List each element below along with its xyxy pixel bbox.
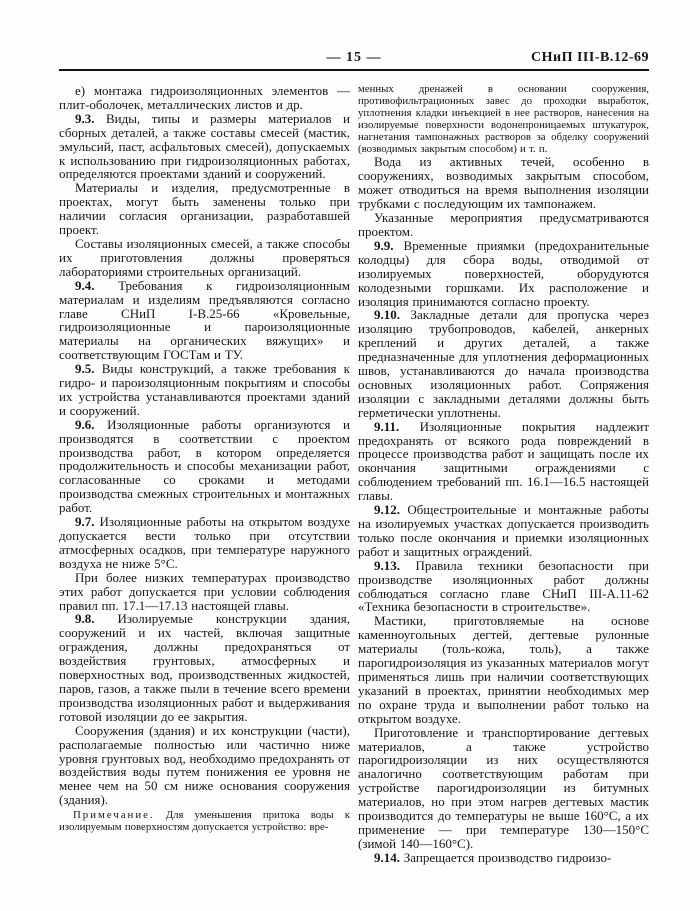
paragraph	[59, 515, 350, 571]
section-number: 9.6.	[75, 416, 95, 432]
paragraph-text: Закладные детали для пропуска через изоляцию трубопроводов, кабелей, анкерных креплений и других деталей, а также предназначенные для уплотнения деформационных швов, устанавливаются до начала производства основных изоляционных работ. Сопряжения изоляции с закладными деталями должны быть герметически уплотнены.	[358, 307, 649, 420]
paragraph	[358, 420, 649, 503]
paragraph-text: Изоляционные работы на открытом воздухе допускается вести только при отсутствии атмосферных осадков, при температуре наружного воздуха не ниже 5°С.	[59, 514, 350, 571]
section-number: 9.4.	[75, 277, 95, 293]
section-number: 9.3.	[75, 110, 95, 126]
left-column	[59, 84, 350, 881]
paragraph	[59, 571, 350, 613]
section-number: 9.5.	[75, 361, 95, 377]
paragraph-text: Виды, типы и размеры материалов и сборных деталей, а также составы смесей (мастик, эмульсий, паст, асфальтовых смесей), допускаемых к использованию при гидроизоляционных работах, определяются проектами зданий и сооружений.	[59, 110, 350, 182]
paragraph-text: Требования к гидроизоляционным материалам и изделиям предъявляются согласно главе СНиП I-В.25-66 «Кровельные, гидроизоляционные и пароизоляционные материалы на органических вяжущих» и соответствующим ГОСТам и ТУ.	[59, 277, 351, 363]
paragraph	[358, 84, 649, 155]
section-number: 9.12.	[374, 502, 400, 518]
paragraph	[358, 559, 649, 615]
paragraph-text: Виды конструкций, а также требования к гидро- и пароизоляционным покрытиям и способы их устройства устанавливаются проектами зданий и сооружений.	[59, 361, 350, 418]
paragraph	[59, 181, 350, 237]
section-number: 9.11.	[374, 418, 400, 434]
paragraph	[59, 279, 350, 362]
paragraph	[358, 308, 649, 419]
page-number: — 15 —	[326, 50, 382, 65]
section-number: 9.9.	[374, 237, 394, 253]
paragraph-text: менных дренажей в основании сооружения, противофильтрационных завес до проходки выработок, уплотнения кладки инъекцией в нее растворов, нанесения на изолируемые поверхности водонепроницаемых штукатурок, нагнетания тампонажных растворов за обделку сооружений (возводимых закрытым способом) и т. п.	[358, 83, 649, 155]
paragraph-text: При более низких температурах производство этих работ допускается при условии соблюдения правил пп. 17.1—17.13 настоящей главы.	[59, 569, 350, 613]
section-number: 9.8.	[75, 611, 95, 627]
doc-code: СНиП III-В.12-69	[531, 50, 649, 65]
paragraph-text: Изолируемые конструкции здания, сооружений и их частей, включая защитные ограждения, должны предохраняться от воздействия грунтовых, атмосферных и поверхностных вод, производственных жидкостей, паров, газов, а также пыли в течение всего времени производства изоляционных работ и выдерживания готовой изоляции до ее закрытия.	[59, 611, 350, 724]
paragraph-text: Запрещается производство гидроизо-	[403, 849, 612, 865]
paragraph	[358, 239, 649, 309]
page-header	[59, 50, 649, 68]
paragraph-text: Указанные мероприятия предусматриваются проектом.	[358, 210, 649, 239]
paragraph-text: Вода из активных течей, особенно в сооружениях, возводимых закрытым способом, может отводиться на время выполнения изоляции трубками с последующим их тампонажем.	[358, 154, 649, 212]
paragraph-text: Общестроительные и монтажные работы на изолируемых участках допускается производить только после окончания и приемки изоляционных работ и защитных ограждений.	[358, 502, 649, 559]
paragraph	[59, 612, 350, 723]
paragraph-text: Правила техники безопасности при производстве изоляционных работ должны соблюдаться согласно главе СНиП III-А.11-62 «Техника безопасности в строительстве».	[358, 557, 649, 615]
section-number: 9.14.	[374, 849, 400, 865]
paragraph	[59, 84, 350, 112]
paragraph	[358, 614, 649, 725]
paragraph	[358, 851, 649, 865]
paragraph-text: Материалы и изделия, предусмотренные в проектах, могут быть заменены только при наличии согласия организации, разработавшей проект.	[59, 180, 350, 238]
section-number: 9.10.	[374, 307, 400, 323]
text-columns	[59, 84, 649, 881]
paragraph-text: Изоляционные покрытия надлежит предохранять от всякого рода повреждений в процессе производства работ и защищать после их окончания защитными ограждениями с соблюдением требований пп. 16.1—16.5 настоящей главы.	[358, 418, 650, 504]
paragraph	[59, 362, 350, 418]
paragraph	[59, 237, 350, 279]
paragraph-text: е) монтажа гидроизоляционных элементов — плит-оболочек, металлических листов и др.	[59, 83, 350, 112]
paragraph-text: Мастики, приготовляемые на основе каменноугольных дегтей, дегтевые рулонные материалы (толь-кожа, толь), а также парогидроизоляция из указанных материалов могут применяться лишь при наличии соответствующих указаний в проектах, принятии необходимых мер по охране труда и выполнении работ только на открытом воздухе.	[358, 613, 649, 726]
paragraph-text: Временные приямки (предохранительные колодцы) для сбора воды, отводимой от изолируемых поверхностей, оборудуются колодезными горшками. Их расположение и изоляция принимаются согласно проекту.	[358, 237, 650, 309]
paragraph	[59, 724, 350, 807]
paragraph	[358, 155, 649, 211]
section-number: 9.7.	[75, 514, 95, 530]
paragraph-text: Сооружения (здания) и их конструкции (части), располагаемые полностью или частично ниже уровня грунтовых вод, необходимо предохранять от воздействия воды путем понижения ее уровня не менее чем на 50 см ниже основания сооружения (здания).	[59, 722, 350, 808]
paragraph-text: Составы изоляционных смесей, а также способы их приготовления должны проверяться лабораториями строительных организаций.	[59, 235, 350, 279]
paragraph-text: Приготовление и транспортирование дегтевых материалов, а также устройство парогидроизоляции из них осуществляются аналогично соответствующим работам при устройстве парогидроизоляции из битумных материалов, но при этом нагрев дегтевых мастик производится до температуры не выше 160°С, а их применение — при температуре 130—150°С (зимой 140—160°С).	[358, 724, 649, 851]
paragraph-text: Изоляционные работы организуются и производятся в соответствии с проектом производства работ, в котором определяется продолжительность и способы механизации работ, согласованные со сроками и методами производства смежных строительных и монтажных работ.	[59, 416, 351, 516]
paragraph	[59, 418, 350, 515]
paragraph-text: Для уменьшения притока воды к изолируемым поверхностям допускается устройство: вре-	[59, 809, 350, 834]
header-rule	[59, 69, 649, 71]
paragraph	[358, 726, 649, 851]
paragraph	[358, 503, 649, 559]
right-column	[358, 84, 649, 881]
section-number: 9.13.	[374, 557, 400, 573]
paragraph	[358, 211, 649, 239]
paragraph	[59, 112, 350, 182]
paragraph	[59, 810, 350, 834]
note-label: Примечание.	[73, 809, 155, 822]
